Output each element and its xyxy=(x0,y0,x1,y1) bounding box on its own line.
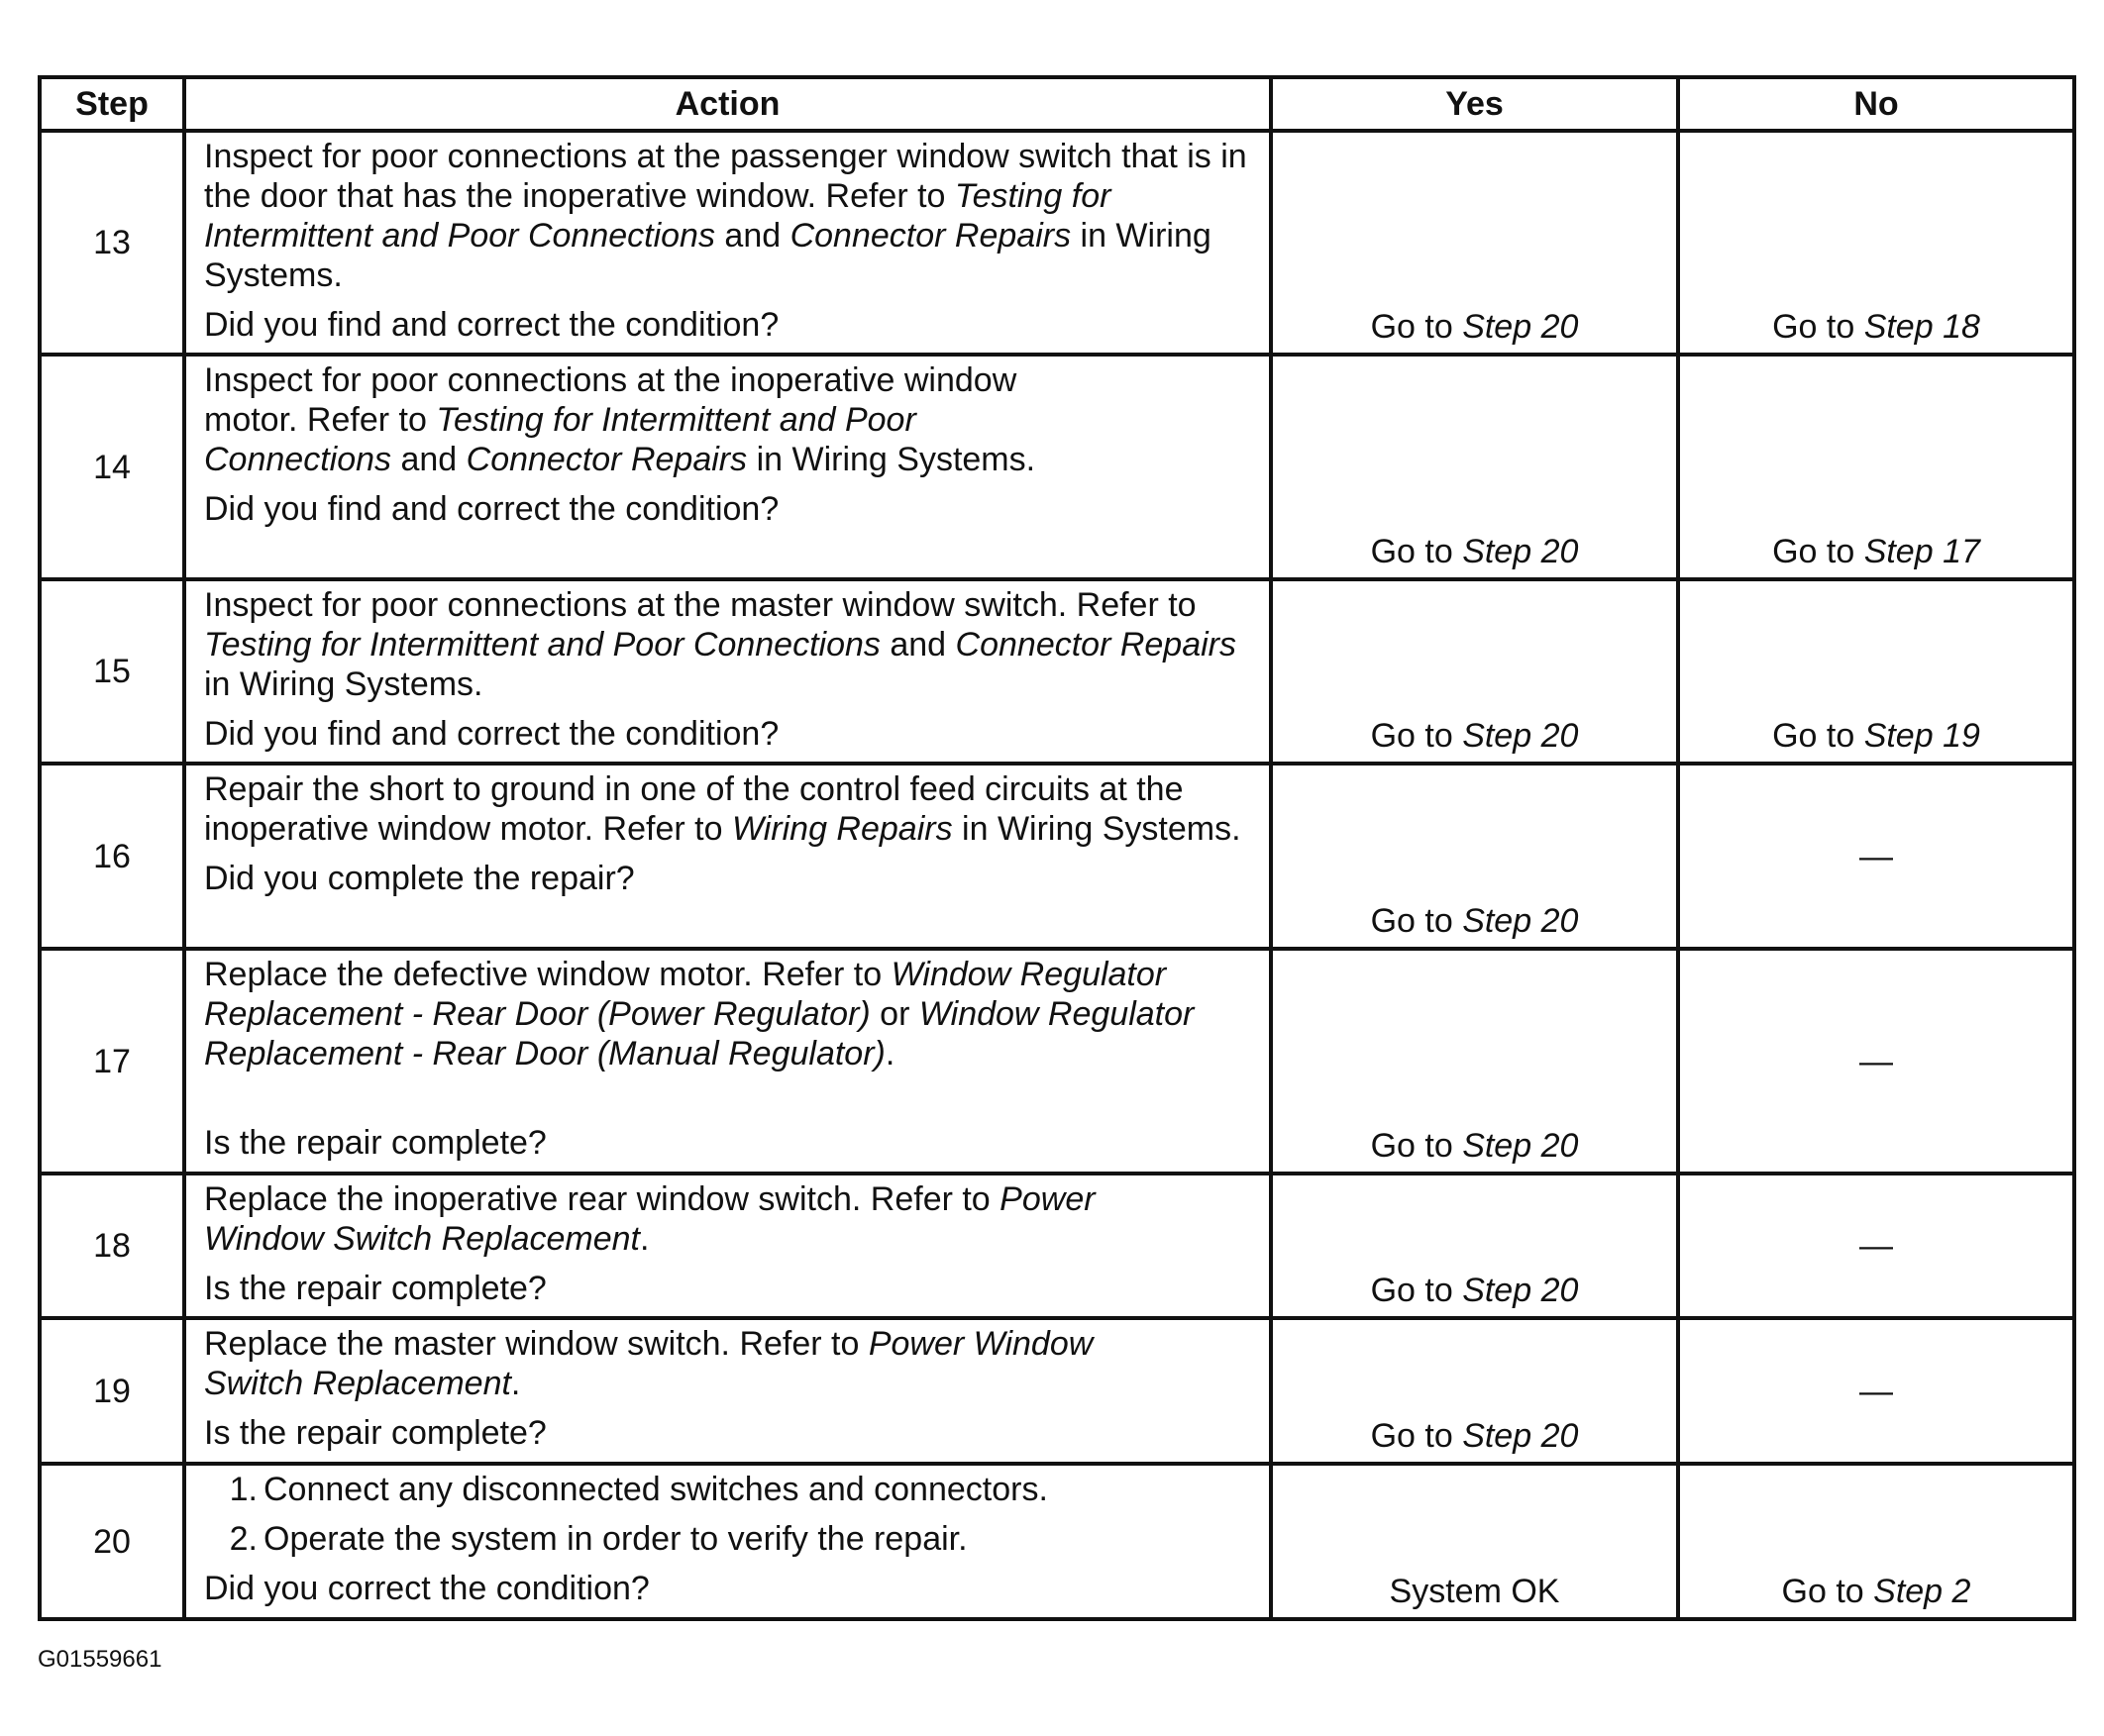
goto-prefix: Go to xyxy=(1370,1272,1463,1309)
action-text-part: and xyxy=(391,441,467,478)
diagnostic-table xyxy=(38,75,2076,1621)
action-question: Is the repair complete? xyxy=(204,1124,547,1162)
action-text xyxy=(204,1179,1175,1259)
goto-step-link[interactable]: Step 19 xyxy=(1863,717,1980,755)
yes-cell xyxy=(1271,1318,1678,1464)
action-text xyxy=(204,769,1257,849)
action-text-part: and xyxy=(880,626,956,664)
action-text-part: or xyxy=(870,995,919,1033)
header-step: Step xyxy=(40,77,184,131)
action-text-part: . xyxy=(885,1035,895,1072)
goto-prefix: Go to xyxy=(1370,1127,1463,1165)
action-cell xyxy=(184,764,1271,949)
no-cell xyxy=(1678,579,2074,764)
goto-step-link[interactable]: Step 20 xyxy=(1462,1272,1579,1309)
goto-prefix: Go to xyxy=(1772,308,1864,346)
action-cell xyxy=(184,579,1271,764)
reference-link[interactable]: Testing for Intermittent and Poor Connections xyxy=(204,401,916,478)
action-cell xyxy=(184,1464,1271,1619)
yes-cell xyxy=(1271,579,1678,764)
table-row-step-15 xyxy=(40,579,2074,764)
step-number: 20 xyxy=(40,1464,184,1619)
action-text-part: in Wiring Systems. xyxy=(204,217,1211,294)
list-item-text: Operate the system in order to verify the repair. xyxy=(263,1520,968,1558)
header-action: Action xyxy=(184,77,1271,131)
action-text xyxy=(204,585,1257,704)
table-row-step-13 xyxy=(40,131,2074,355)
no-cell-dash: — xyxy=(1678,1318,2074,1464)
action-text-part: Replace the inoperative rear window switch. Refer to xyxy=(204,1180,1000,1218)
action-question: Did you find and correct the condition? xyxy=(204,306,780,344)
table-row-step-20 xyxy=(40,1464,2074,1619)
goto-prefix: Go to xyxy=(1370,902,1463,940)
action-question: Did you find and correct the condition? xyxy=(204,490,780,528)
action-cell xyxy=(184,1174,1271,1318)
step-number: 14 xyxy=(40,355,184,579)
no-cell xyxy=(1678,1464,2074,1619)
goto-prefix: Go to xyxy=(1370,717,1463,755)
table-row-step-17 xyxy=(40,949,2074,1174)
diagnostic-table-container xyxy=(38,75,2072,1621)
action-text-part: . xyxy=(640,1220,650,1258)
header-yes: Yes xyxy=(1271,77,1678,131)
reference-link[interactable]: Power Window Switch Replacement xyxy=(204,1180,1096,1258)
action-text-part: in Wiring Systems. xyxy=(204,665,483,703)
action-question: Did you correct the condition? xyxy=(204,1570,650,1607)
action-text-part: Replace the master window switch. Refer to xyxy=(204,1325,869,1363)
list-item-number: 1. xyxy=(229,1471,258,1508)
reference-link[interactable]: Wiring Repairs xyxy=(731,810,953,848)
yes-cell xyxy=(1271,764,1678,949)
goto-step-link[interactable]: Step 20 xyxy=(1462,902,1579,940)
goto-prefix: Go to xyxy=(1781,1573,1874,1610)
action-cell xyxy=(184,355,1271,579)
reference-link[interactable]: Testing for Intermittent and Poor Connections xyxy=(204,626,881,664)
reference-link[interactable]: Testing for Intermittent and Poor Connections xyxy=(204,177,1111,255)
action-text xyxy=(204,137,1257,295)
action-text xyxy=(204,1324,1175,1403)
action-text xyxy=(204,360,1096,479)
goto-step-link[interactable]: Step 18 xyxy=(1863,308,1980,346)
goto-step-link[interactable]: Step 20 xyxy=(1462,308,1579,346)
action-question: Did you find and correct the condition? xyxy=(204,715,780,753)
action-cell xyxy=(184,1318,1271,1464)
action-text-part: and xyxy=(714,217,790,255)
step-number: 16 xyxy=(40,764,184,949)
list-item-number: 2. xyxy=(229,1520,258,1558)
action-text-part: Replace the defective window motor. Refer to xyxy=(204,956,892,993)
step-number: 13 xyxy=(40,131,184,355)
header-no: No xyxy=(1678,77,2074,131)
goto-prefix: Go to xyxy=(1772,717,1864,755)
step-number: 18 xyxy=(40,1174,184,1318)
yes-cell xyxy=(1271,131,1678,355)
reference-link[interactable]: Power Window Switch Replacement xyxy=(204,1325,1094,1402)
yes-cell xyxy=(1271,949,1678,1174)
table-row-step-16 xyxy=(40,764,2074,949)
no-cell-dash: — xyxy=(1678,1174,2074,1318)
action-text-part: . xyxy=(510,1365,521,1402)
goto-step-link[interactable]: Step 20 xyxy=(1462,1417,1579,1455)
goto-prefix: Go to xyxy=(1370,1417,1463,1455)
action-cell xyxy=(184,131,1271,355)
list-item-text: Connect any disconnected switches and connectors. xyxy=(263,1471,1048,1508)
step-number: 19 xyxy=(40,1318,184,1464)
table-row-step-18 xyxy=(40,1174,2074,1318)
goto-step-link[interactable]: Step 17 xyxy=(1863,533,1980,570)
no-cell-dash: — xyxy=(1678,949,2074,1174)
step-number: 17 xyxy=(40,949,184,1174)
goto-step-link[interactable]: Step 20 xyxy=(1462,533,1579,570)
action-text-part: Inspect for poor connections at the passenger window switch that is in the door that has the inoperative window. Refer to xyxy=(204,138,1247,215)
goto-prefix: Go to xyxy=(1772,533,1864,570)
yes-cell: System OK xyxy=(1271,1464,1678,1619)
reference-link[interactable]: Window Regulator Replacement - Rear Door (Manual Regulator) xyxy=(204,995,1195,1072)
action-question: Is the repair complete? xyxy=(204,1414,547,1452)
action-cell xyxy=(184,949,1271,1174)
no-cell xyxy=(1678,131,2074,355)
yes-cell xyxy=(1271,1174,1678,1318)
action-text-part: Inspect for poor connections at the inoperative window motor. Refer to xyxy=(204,361,1017,439)
list-item xyxy=(204,1519,1257,1559)
action-text-part: Inspect for poor connections at the master window switch. Refer to xyxy=(204,586,1197,624)
reference-link[interactable]: Connector Repairs xyxy=(466,441,748,478)
action-text-part: in Wiring Systems. xyxy=(952,810,1241,848)
goto-step-link[interactable]: Step 20 xyxy=(1462,1127,1579,1165)
no-cell xyxy=(1678,355,2074,579)
procedure-list xyxy=(204,1470,1257,1559)
goto-prefix: Go to xyxy=(1370,533,1463,570)
yes-cell xyxy=(1271,355,1678,579)
no-cell-dash: — xyxy=(1678,764,2074,949)
goto-step-link[interactable]: Step 2 xyxy=(1873,1573,1971,1610)
step-number: 15 xyxy=(40,579,184,764)
action-question: Is the repair complete? xyxy=(204,1270,547,1307)
goto-prefix: Go to xyxy=(1370,308,1463,346)
action-text-part: Repair the short to ground in one of the control feed circuits at the inoperative window motor. Refer to xyxy=(204,770,1184,848)
header-row xyxy=(40,77,2074,131)
action-question: Did you complete the repair? xyxy=(204,860,635,897)
action-text xyxy=(204,955,1257,1073)
figure-id: G01559661 xyxy=(38,1646,162,1673)
list-item xyxy=(204,1470,1257,1509)
table-row-step-14 xyxy=(40,355,2074,579)
reference-link[interactable]: Connector Repairs xyxy=(955,626,1237,664)
reference-link[interactable]: Connector Repairs xyxy=(789,217,1072,255)
action-text-part: in Wiring Systems. xyxy=(747,441,1036,478)
reference-link[interactable]: Window Regulator Replacement - Rear Door (Power Regulator) xyxy=(204,956,1167,1033)
goto-step-link[interactable]: Step 20 xyxy=(1462,717,1579,755)
table-row-step-19 xyxy=(40,1318,2074,1464)
